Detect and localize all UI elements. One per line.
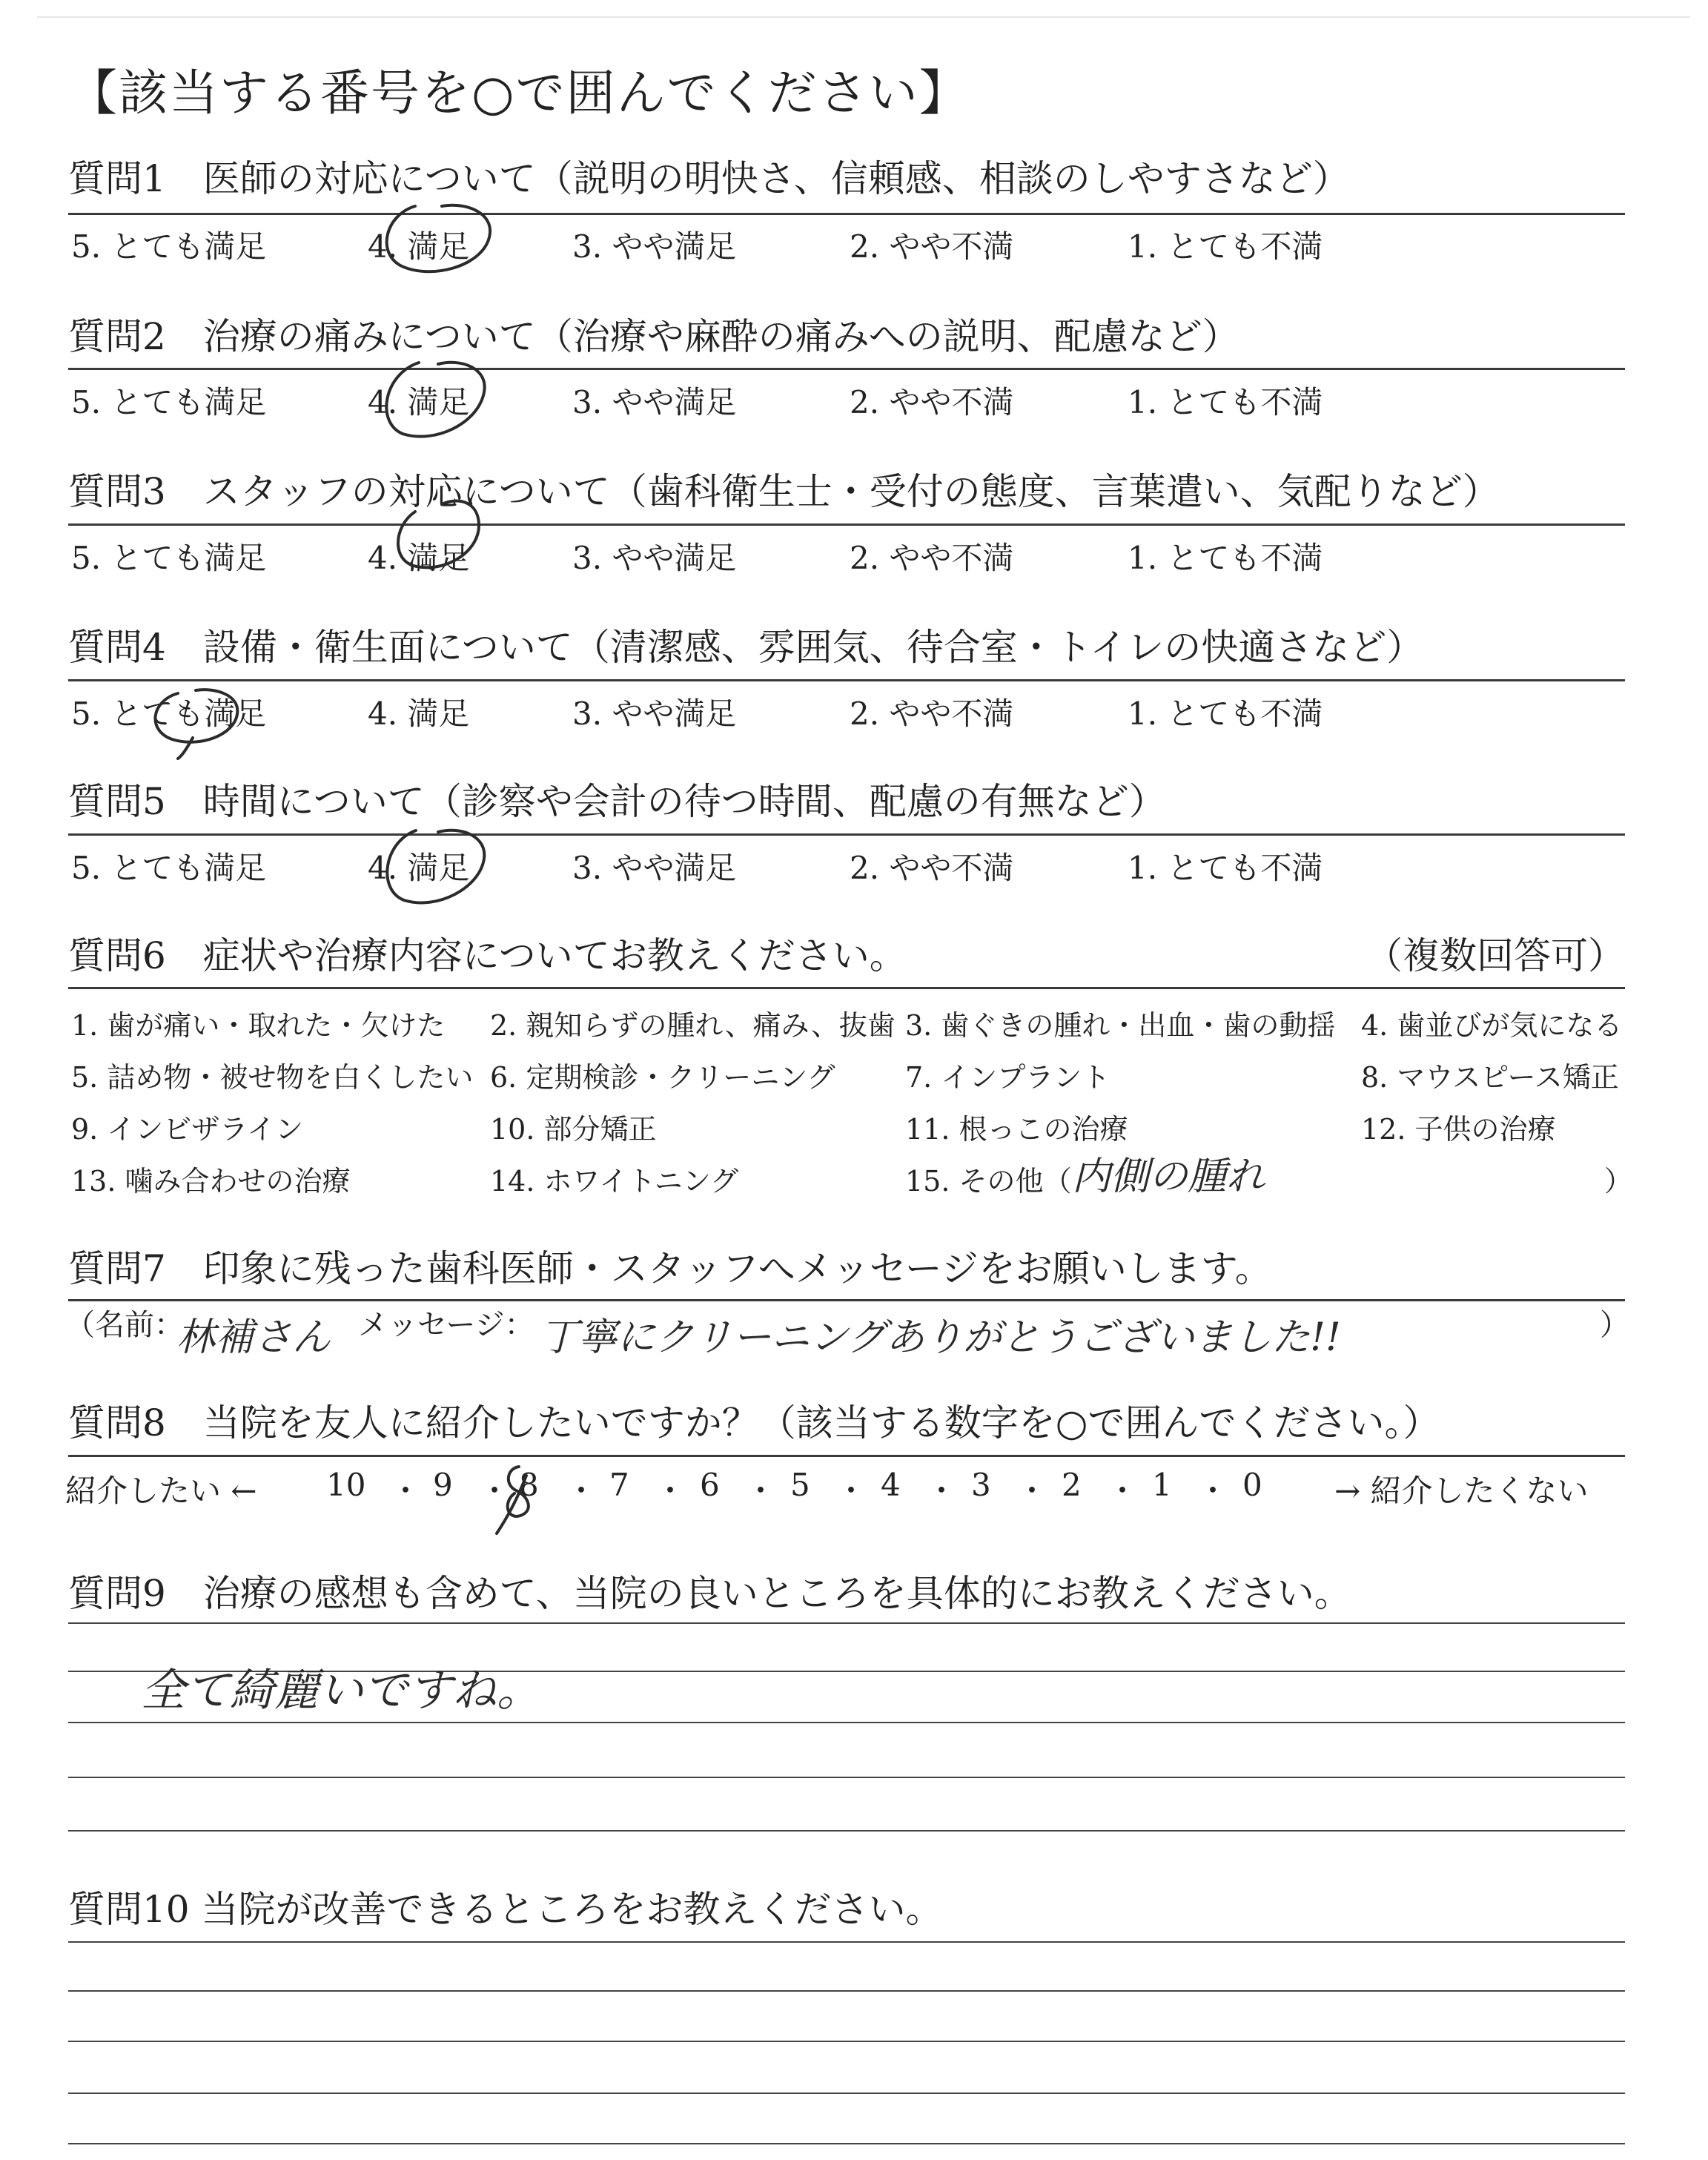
q3-option-4[interactable]: 4. 満足 <box>368 540 470 576</box>
question-6-rule <box>68 987 1625 989</box>
q8-number-7[interactable]: 7 <box>609 1467 629 1503</box>
q4-option-1[interactable]: 1. とても不満 <box>1128 696 1323 732</box>
q8-number-6[interactable]: 6 <box>700 1467 720 1503</box>
question-2-options <box>71 378 1628 420</box>
question-8-rule <box>68 1455 1625 1457</box>
q8-left-label: 紹介したい ← <box>65 1473 257 1509</box>
q10-writing-line-2 <box>68 1990 1625 1992</box>
q3-option-2[interactable]: 2. やや不満 <box>850 540 1014 576</box>
q8-right-label: → 紹介したくない <box>1334 1473 1589 1509</box>
q4-option-2[interactable]: 2. やや不満 <box>850 696 1014 732</box>
question-8-title: 質問8 当院を友人に紹介したいですか？（該当する数字を○で囲んでください。） <box>68 1401 1440 1444</box>
q6-item-6[interactable]: 6. 定期検診・クリーニング <box>490 1061 835 1094</box>
q8-number-0[interactable]: 0 <box>1242 1467 1262 1503</box>
q5-option-3[interactable]: 3. やや満足 <box>572 850 737 886</box>
q7-message-value[interactable]: 丁寧にクリーニングありがとうございました!! <box>540 1315 1341 1360</box>
q3-option-1[interactable]: 1. とても不満 <box>1128 540 1323 576</box>
q6-item-1[interactable]: 1. 歯が痛い・取れた・欠けた <box>71 1009 446 1042</box>
q6-item-3[interactable]: 3. 歯ぐきの腫れ・出血・歯の動揺 <box>905 1009 1336 1042</box>
q5-selection-circle <box>367 816 515 916</box>
question-5 <box>68 779 1625 825</box>
question-2-title: 質問2 治療の痛みについて（治療や麻酔の痛みへの説明、配慮など） <box>68 315 1239 358</box>
q8-number-10[interactable]: 10 <box>326 1467 366 1503</box>
question-1-title: 質問1 医師の対応について（説明の明快さ、信頼感、相談のしやすさなど） <box>68 157 1350 200</box>
q2-selection-circle <box>367 352 515 449</box>
q7-close: ） <box>1600 1308 1629 1342</box>
q6-item-4[interactable]: 4. 歯並びが気になる <box>1361 1009 1623 1042</box>
q10-writing-line-4 <box>68 2093 1625 2094</box>
q6-other-answer[interactable]: 内側の腫れ <box>1072 1155 1265 1199</box>
q9-writing-line-3 <box>68 1722 1625 1723</box>
question-10 <box>68 1886 1625 1932</box>
q7-name-value[interactable]: 林補さん <box>176 1315 331 1360</box>
q3-selection-circle <box>371 482 512 578</box>
q10-writing-line-1 <box>68 1941 1625 1943</box>
q4-selection-circle <box>133 671 259 760</box>
question-7-message-row <box>65 1301 1629 1360</box>
q1-selection-circle <box>371 193 519 282</box>
q8-number-1[interactable]: 1 <box>1152 1467 1172 1503</box>
q5-option-1[interactable]: 1. とても不満 <box>1128 850 1323 886</box>
page-header: 【該当する番号を○で囲んでください】 <box>68 65 970 122</box>
question-4-rule <box>68 679 1625 681</box>
question-6-note: （複数回答可） <box>1366 934 1625 977</box>
q9-writing-line-5 <box>68 1830 1625 1832</box>
q8-dot-10: ・ <box>1197 1473 1229 1509</box>
q8-number-5[interactable]: 5 <box>790 1467 810 1503</box>
q3-option-5[interactable]: 5. とても満足 <box>71 540 267 576</box>
question-2 <box>68 314 1625 360</box>
question-4 <box>68 624 1625 670</box>
question-1-options <box>71 222 1628 265</box>
question-4-title: 質問4 設備・衛生面について（清潔感、雰囲気、待合室・トイレの快適さなど） <box>68 626 1424 669</box>
q8-number-2[interactable]: 2 <box>1062 1467 1082 1503</box>
question-3-rule <box>68 524 1625 526</box>
q4-option-4[interactable]: 4. 満足 <box>368 696 470 732</box>
q2-option-5[interactable]: 5. とても満足 <box>71 384 267 420</box>
q8-number-8[interactable]: 8 <box>519 1467 539 1503</box>
q6-item-15[interactable]: 15. その他（ <box>905 1165 1072 1198</box>
q8-dot-2: ・ <box>479 1473 511 1509</box>
q5-option-5[interactable]: 5. とても満足 <box>71 850 267 886</box>
q6-item-15-close: ） <box>1604 1165 1633 1198</box>
q6-item-9[interactable]: 9. インビザライン <box>71 1113 304 1146</box>
q7-message-label: メッセージ： <box>358 1308 534 1342</box>
question-1 <box>68 156 1625 202</box>
question-3-options <box>71 534 1628 576</box>
question-6-title <box>68 933 1625 979</box>
q1-option-5[interactable]: 5. とても満足 <box>71 228 267 265</box>
q2-option-2[interactable]: 2. やや不満 <box>850 384 1014 420</box>
q6-item-13[interactable]: 13. 噛み合わせの治療 <box>71 1165 351 1198</box>
q2-option-3[interactable]: 3. やや満足 <box>572 384 737 420</box>
q8-dot-7: ・ <box>926 1473 958 1509</box>
q1-option-4[interactable]: 4. 満足 <box>368 228 470 265</box>
question-10-title: 質問10 当院が改善できるところをお教えください。 <box>68 1888 943 1931</box>
q8-dot-1: ・ <box>390 1473 422 1509</box>
question-7 <box>68 1246 1625 1292</box>
question-2-rule <box>68 368 1625 370</box>
q6-item-10[interactable]: 10. 部分矯正 <box>490 1113 657 1146</box>
question-5-rule <box>68 833 1625 836</box>
q9-answer[interactable]: 全て綺麗いですね。 <box>141 1665 541 1717</box>
question-4-options <box>71 690 1628 732</box>
q2-option-4[interactable]: 4. 満足 <box>368 384 470 420</box>
question-9-title: 質問9 治療の感想も含めて、当院の良いところを具体的にお教えください。 <box>68 1572 1351 1615</box>
q7-name-label: （名前： <box>65 1308 184 1342</box>
q10-writing-line-3 <box>68 2041 1625 2042</box>
q2-option-1[interactable]: 1. とても不満 <box>1128 384 1323 420</box>
q5-option-2[interactable]: 2. やや不満 <box>850 850 1014 886</box>
q6-item-14[interactable]: 14. ホワイトニング <box>490 1165 739 1198</box>
q9-writing-line-4 <box>68 1777 1625 1778</box>
q6-item-12[interactable]: 12. 子供の治療 <box>1361 1113 1556 1146</box>
q9-writing-line-1 <box>68 1622 1625 1624</box>
question-3-title: 質問3 スタッフの対応について（歯科衛生士・受付の態度、言葉遣い、気配りなど） <box>68 470 1500 513</box>
question-7-title: 質問7 印象に残った歯科医師・スタッフへメッセージをお願いします。 <box>68 1247 1272 1290</box>
question-6-title-text: 質問6 症状や治療内容についてお教えください。 <box>68 934 907 977</box>
question-5-title: 質問5 時間について（診察や会計の待つ時間、配慮の有無など） <box>68 780 1166 823</box>
question-1-rule <box>68 213 1625 215</box>
q6-item-5[interactable]: 5. 詰め物・被せ物を白くしたい <box>71 1061 474 1094</box>
question-9 <box>68 1571 1625 1616</box>
q1-option-1[interactable]: 1. とても不満 <box>1128 228 1323 265</box>
q1-option-2[interactable]: 2. やや不満 <box>850 228 1014 265</box>
question-3 <box>68 469 1625 515</box>
q8-number-3[interactable]: 3 <box>971 1467 991 1503</box>
q8-dot-5: ・ <box>745 1473 777 1509</box>
q6-item-2[interactable]: 2. 親知らずの腫れ、痛み、抜歯 <box>490 1009 896 1042</box>
question-5-options <box>71 844 1628 886</box>
q8-selection-mark <box>474 1453 563 1542</box>
q10-writing-line-5 <box>68 2143 1625 2144</box>
question-8-scale <box>65 1467 1629 1509</box>
question-6 <box>68 933 1625 979</box>
q6-item-8[interactable]: 8. マウスピース矯正 <box>1361 1061 1619 1094</box>
q8-dot-3: ・ <box>566 1473 598 1509</box>
q8-dot-4: ・ <box>655 1473 686 1509</box>
q6-item-11[interactable]: 11. 根っこの治療 <box>905 1113 1128 1146</box>
page-edge <box>37 16 1690 18</box>
q1-option-3[interactable]: 3. やや満足 <box>572 228 737 265</box>
q5-option-4[interactable]: 4. 満足 <box>368 850 470 886</box>
q4-option-5[interactable]: 5. とても満足 <box>71 696 267 732</box>
q8-number-9[interactable]: 9 <box>433 1467 453 1503</box>
q3-option-3[interactable]: 3. やや満足 <box>572 540 737 576</box>
q4-option-3[interactable]: 3. やや満足 <box>572 696 737 732</box>
q6-item-7[interactable]: 7. インプラント <box>905 1061 1110 1094</box>
q8-number-4[interactable]: 4 <box>881 1467 901 1503</box>
q8-dot-9: ・ <box>1107 1473 1139 1509</box>
q8-dot-6: ・ <box>835 1473 867 1509</box>
q8-dot-8: ・ <box>1016 1473 1048 1509</box>
question-8 <box>68 1400 1625 1446</box>
